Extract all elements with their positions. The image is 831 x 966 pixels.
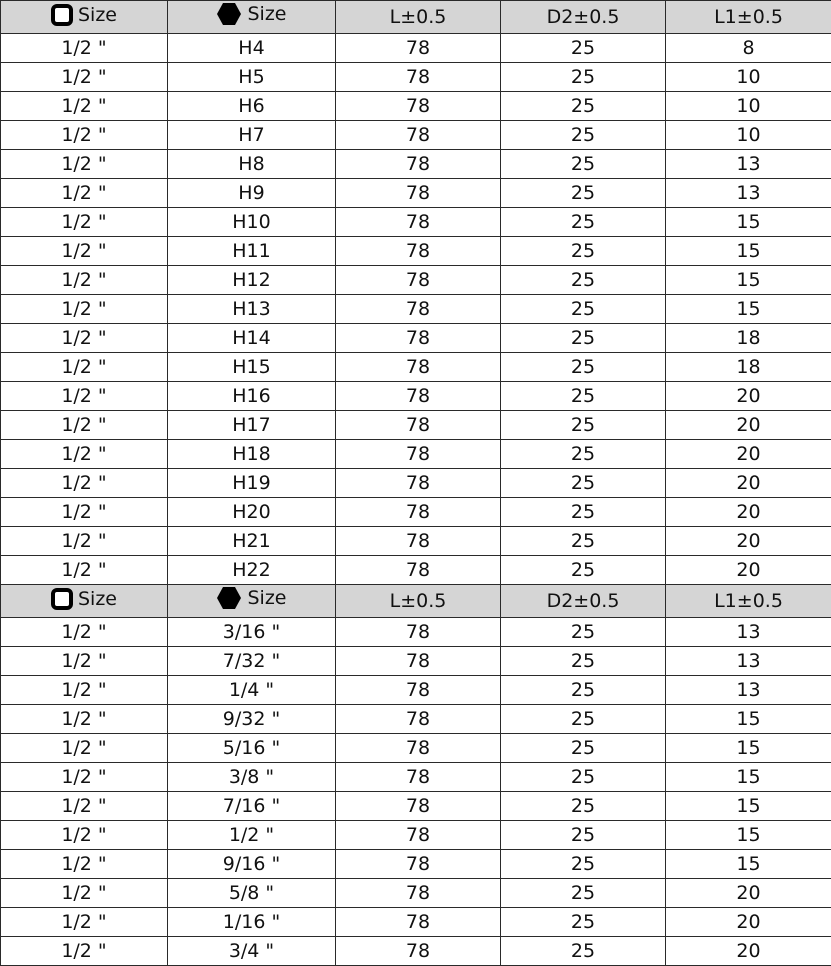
cell-length: 78 [336, 705, 501, 734]
header-label: Size [78, 586, 117, 612]
cell-drive-size: 1/2 " [1, 527, 168, 556]
header-label: Size [247, 585, 286, 611]
table-row [1, 469, 831, 498]
cell-hex-size: 9/32 " [168, 705, 336, 734]
cell-length: 78 [336, 937, 501, 966]
table-row [1, 295, 831, 324]
table-row [1, 266, 831, 295]
table-row [1, 821, 831, 850]
cell-drive-size: 1/2 " [1, 63, 168, 92]
cell-l1: 10 [666, 63, 831, 92]
cell-diameter: 25 [501, 647, 666, 676]
cell-l1: 20 [666, 498, 831, 527]
cell-drive-size: 1/2 " [1, 34, 168, 63]
cell-drive-size: 1/2 " [1, 734, 168, 763]
cell-drive-size: 1/2 " [1, 92, 168, 121]
cell-l1: 15 [666, 792, 831, 821]
cell-diameter: 25 [501, 676, 666, 705]
cell-drive-size: 1/2 " [1, 937, 168, 966]
hexagon-icon [216, 2, 242, 26]
cell-hex-size: H22 [168, 556, 336, 585]
cell-l1: 20 [666, 937, 831, 966]
cell-length: 78 [336, 850, 501, 879]
cell-l1: 13 [666, 618, 831, 647]
cell-hex-size: 1/16 " [168, 908, 336, 937]
cell-diameter: 25 [501, 937, 666, 966]
table-row [1, 440, 831, 469]
cell-hex-size: 3/8 " [168, 763, 336, 792]
cell-drive-size: 1/2 " [1, 324, 168, 353]
cell-diameter: 25 [501, 879, 666, 908]
cell-length: 78 [336, 676, 501, 705]
cell-length: 78 [336, 469, 501, 498]
cell-drive-size: 1/2 " [1, 469, 168, 498]
cell-hex-size: 3/16 " [168, 618, 336, 647]
cell-hex-size: H14 [168, 324, 336, 353]
cell-diameter: 25 [501, 527, 666, 556]
cell-drive-size: 1/2 " [1, 382, 168, 411]
spec-table-body [1, 1, 831, 966]
header-label: Size [78, 2, 117, 28]
header-hex-size [168, 585, 336, 618]
cell-hex-size: H8 [168, 150, 336, 179]
cell-diameter: 25 [501, 705, 666, 734]
cell-l1: 20 [666, 527, 831, 556]
cell-diameter: 25 [501, 850, 666, 879]
header-diameter: D2±0.5 [501, 585, 666, 618]
cell-l1: 20 [666, 556, 831, 585]
header-square-size [1, 585, 168, 618]
cell-length: 78 [336, 556, 501, 585]
cell-hex-size: 1/2 " [168, 821, 336, 850]
cell-l1: 20 [666, 382, 831, 411]
cell-l1: 10 [666, 92, 831, 121]
table-row [1, 34, 831, 63]
header-row [1, 1, 831, 34]
cell-hex-size: H9 [168, 179, 336, 208]
cell-drive-size: 1/2 " [1, 498, 168, 527]
cell-drive-size: 1/2 " [1, 353, 168, 382]
cell-length: 78 [336, 879, 501, 908]
cell-length: 78 [336, 908, 501, 937]
cell-length: 78 [336, 440, 501, 469]
cell-diameter: 25 [501, 295, 666, 324]
table-row [1, 92, 831, 121]
cell-drive-size: 1/2 " [1, 208, 168, 237]
table-row [1, 937, 831, 966]
cell-drive-size: 1/2 " [1, 411, 168, 440]
cell-diameter: 25 [501, 908, 666, 937]
cell-hex-size: H7 [168, 121, 336, 150]
cell-hex-size: 1/4 " [168, 676, 336, 705]
cell-l1: 15 [666, 763, 831, 792]
cell-hex-size: 3/4 " [168, 937, 336, 966]
cell-length: 78 [336, 498, 501, 527]
cell-hex-size: 7/16 " [168, 792, 336, 821]
cell-length: 78 [336, 353, 501, 382]
cell-l1: 18 [666, 353, 831, 382]
table-row [1, 792, 831, 821]
cell-length: 78 [336, 295, 501, 324]
cell-length: 78 [336, 179, 501, 208]
cell-drive-size: 1/2 " [1, 850, 168, 879]
table-row [1, 121, 831, 150]
table-row [1, 676, 831, 705]
header-length: L±0.5 [336, 585, 501, 618]
cell-length: 78 [336, 647, 501, 676]
cell-l1: 20 [666, 411, 831, 440]
cell-diameter: 25 [501, 440, 666, 469]
cell-length: 78 [336, 34, 501, 63]
table-row [1, 498, 831, 527]
table-row [1, 647, 831, 676]
cell-length: 78 [336, 150, 501, 179]
cell-l1: 15 [666, 705, 831, 734]
cell-drive-size: 1/2 " [1, 150, 168, 179]
cell-diameter: 25 [501, 34, 666, 63]
table-row [1, 179, 831, 208]
cell-length: 78 [336, 324, 501, 353]
cell-l1: 15 [666, 821, 831, 850]
cell-diameter: 25 [501, 556, 666, 585]
cell-length: 78 [336, 121, 501, 150]
cell-length: 78 [336, 734, 501, 763]
cell-length: 78 [336, 792, 501, 821]
cell-diameter: 25 [501, 792, 666, 821]
cell-length: 78 [336, 237, 501, 266]
cell-drive-size: 1/2 " [1, 266, 168, 295]
cell-diameter: 25 [501, 411, 666, 440]
cell-length: 78 [336, 527, 501, 556]
table-row [1, 763, 831, 792]
header-square-size [1, 1, 168, 34]
header-length: L±0.5 [336, 1, 501, 34]
cell-l1: 10 [666, 121, 831, 150]
cell-length: 78 [336, 411, 501, 440]
table-row [1, 208, 831, 237]
table-row [1, 850, 831, 879]
cell-hex-size: H16 [168, 382, 336, 411]
cell-hex-size: H11 [168, 237, 336, 266]
cell-diameter: 25 [501, 498, 666, 527]
cell-hex-size: 7/32 " [168, 647, 336, 676]
cell-l1: 15 [666, 266, 831, 295]
cell-hex-size: H13 [168, 295, 336, 324]
cell-length: 78 [336, 618, 501, 647]
cell-l1: 15 [666, 208, 831, 237]
cell-length: 78 [336, 63, 501, 92]
cell-drive-size: 1/2 " [1, 556, 168, 585]
cell-diameter: 25 [501, 324, 666, 353]
cell-l1: 20 [666, 879, 831, 908]
header-label: Size [247, 1, 286, 27]
cell-hex-size: H18 [168, 440, 336, 469]
cell-hex-size: H12 [168, 266, 336, 295]
cell-hex-size: H10 [168, 208, 336, 237]
table-row [1, 908, 831, 937]
cell-l1: 15 [666, 850, 831, 879]
cell-diameter: 25 [501, 121, 666, 150]
cell-drive-size: 1/2 " [1, 618, 168, 647]
cell-hex-size: 5/8 " [168, 879, 336, 908]
square-drive-icon [51, 588, 73, 610]
cell-diameter: 25 [501, 382, 666, 411]
cell-hex-size: H17 [168, 411, 336, 440]
cell-diameter: 25 [501, 734, 666, 763]
table-row [1, 63, 831, 92]
cell-l1: 13 [666, 676, 831, 705]
cell-hex-size: H5 [168, 63, 336, 92]
cell-diameter: 25 [501, 266, 666, 295]
cell-diameter: 25 [501, 353, 666, 382]
table-row [1, 879, 831, 908]
cell-diameter: 25 [501, 150, 666, 179]
cell-l1: 15 [666, 237, 831, 266]
table-row [1, 150, 831, 179]
cell-l1: 15 [666, 734, 831, 763]
cell-drive-size: 1/2 " [1, 440, 168, 469]
cell-hex-size: H4 [168, 34, 336, 63]
cell-length: 78 [336, 208, 501, 237]
table-row [1, 734, 831, 763]
table-row [1, 705, 831, 734]
cell-hex-size: 5/16 " [168, 734, 336, 763]
cell-l1: 18 [666, 324, 831, 353]
cell-hex-size: H20 [168, 498, 336, 527]
cell-hex-size: H19 [168, 469, 336, 498]
cell-l1: 20 [666, 469, 831, 498]
cell-diameter: 25 [501, 763, 666, 792]
table-row [1, 324, 831, 353]
cell-diameter: 25 [501, 237, 666, 266]
table-row [1, 411, 831, 440]
cell-diameter: 25 [501, 821, 666, 850]
cell-drive-size: 1/2 " [1, 821, 168, 850]
table-row [1, 618, 831, 647]
table-row [1, 353, 831, 382]
cell-diameter: 25 [501, 92, 666, 121]
cell-drive-size: 1/2 " [1, 237, 168, 266]
cell-diameter: 25 [501, 618, 666, 647]
cell-drive-size: 1/2 " [1, 763, 168, 792]
header-row [1, 585, 831, 618]
cell-hex-size: 9/16 " [168, 850, 336, 879]
cell-drive-size: 1/2 " [1, 676, 168, 705]
cell-length: 78 [336, 821, 501, 850]
header-l1: L1±0.5 [666, 585, 831, 618]
cell-drive-size: 1/2 " [1, 879, 168, 908]
cell-drive-size: 1/2 " [1, 908, 168, 937]
cell-drive-size: 1/2 " [1, 647, 168, 676]
header-l1: L1±0.5 [666, 1, 831, 34]
cell-drive-size: 1/2 " [1, 792, 168, 821]
cell-length: 78 [336, 382, 501, 411]
cell-length: 78 [336, 266, 501, 295]
cell-l1: 15 [666, 295, 831, 324]
cell-l1: 13 [666, 179, 831, 208]
cell-length: 78 [336, 763, 501, 792]
cell-hex-size: H15 [168, 353, 336, 382]
table-row [1, 556, 831, 585]
cell-length: 78 [336, 92, 501, 121]
header-diameter: D2±0.5 [501, 1, 666, 34]
cell-hex-size: H21 [168, 527, 336, 556]
cell-diameter: 25 [501, 208, 666, 237]
table-row [1, 527, 831, 556]
cell-l1: 13 [666, 150, 831, 179]
cell-drive-size: 1/2 " [1, 705, 168, 734]
header-hex-size [168, 1, 336, 34]
cell-l1: 8 [666, 34, 831, 63]
cell-diameter: 25 [501, 63, 666, 92]
cell-l1: 20 [666, 440, 831, 469]
cell-drive-size: 1/2 " [1, 295, 168, 324]
cell-diameter: 25 [501, 469, 666, 498]
cell-l1: 20 [666, 908, 831, 937]
cell-hex-size: H6 [168, 92, 336, 121]
cell-diameter: 25 [501, 179, 666, 208]
cell-drive-size: 1/2 " [1, 179, 168, 208]
table-row [1, 382, 831, 411]
hexagon-icon [216, 586, 242, 610]
table-row [1, 237, 831, 266]
cell-l1: 13 [666, 647, 831, 676]
cell-drive-size: 1/2 " [1, 121, 168, 150]
square-drive-icon [51, 4, 73, 26]
